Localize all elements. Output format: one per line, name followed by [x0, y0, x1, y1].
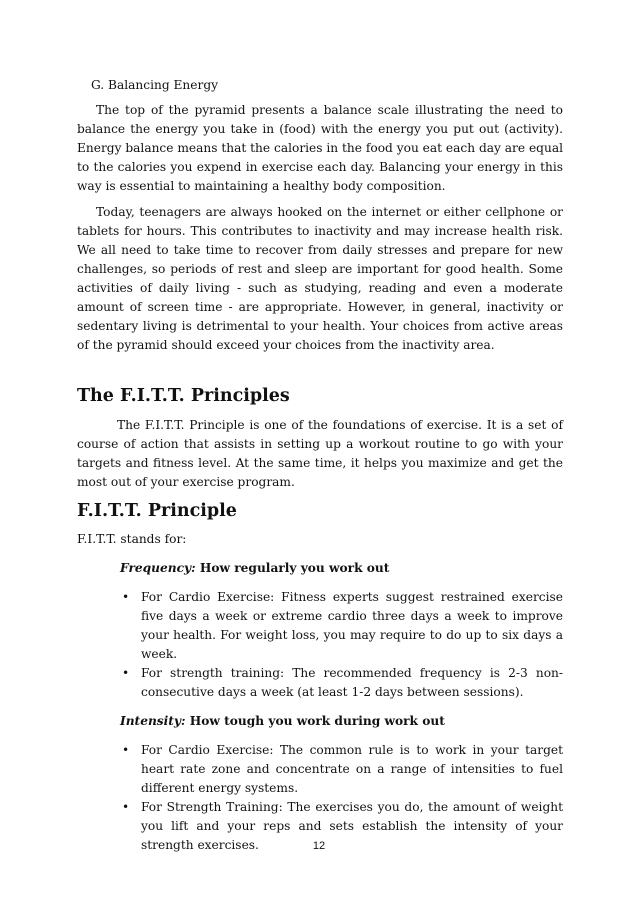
fitt-stands-for: F.I.T.T. stands for: — [77, 532, 187, 546]
intensity-term: Intensity: — [120, 714, 186, 728]
list-item-text: For Strength Training: The exercises you do, the amount of weight you lift and your reps and sets establish the intensity of your strength exercises. — [141, 800, 563, 852]
fitt-principles-heading: The F.I.T.T. Principles — [77, 386, 290, 406]
page-number: 12 — [312, 840, 326, 852]
section-g-heading: G. Balancing Energy — [91, 78, 219, 92]
list-item-text: For strength training: The recommended frequency is 2-3 non-consecutive days a week (at least 1-2 days between sessions). — [141, 666, 563, 699]
frequency-label — [120, 559, 563, 578]
fitt-principles-paragraph: The F.I.T.T. Principle is one of the foundations of exercise. It is a set of course of action that assists in setting up a workout routine to go with your targets and fitness level. At the same time, it helps you maximize and get the most out of your exercise program. — [77, 418, 563, 489]
list-item — [77, 664, 563, 702]
section-g-paragraph-1: The top of the pyramid presents a balance scale illustrating the need to balance the energy you take in (food) with the energy you put out (activity). Energy balance means that the calories in the food you eat each day are equal to the calories you expend in exercise each day. Balancing your energy in this way is essential to maintaining a healthy body composition. — [77, 103, 563, 193]
bullet-icon: • — [122, 800, 130, 814]
bullet-icon: • — [122, 590, 130, 604]
intensity-label — [120, 712, 563, 731]
bullet-icon: • — [122, 743, 130, 757]
frequency-term: Frequency: — [120, 561, 196, 575]
fitt-principle-heading: F.I.T.T. Principle — [77, 501, 237, 521]
list-item — [77, 588, 563, 664]
list-item — [77, 741, 563, 798]
list-item-text: For Cardio Exercise: Fitness experts suggest restrained exercise five days a week or extreme cardio three days a week to improve your health. For weight loss, you may require to do up to six days a week. — [141, 590, 563, 661]
frequency-desc: How regularly you work out — [199, 561, 390, 575]
bullet-icon: • — [122, 666, 130, 680]
section-g-paragraph-2: Today, teenagers are always hooked on the internet or either cellphone or tablets for hours. This contributes to inactivity and may increase health risk. We all need to take time to recover from daily stresses and prepare for new challenges, so periods of rest and sleep are important for good health. Some activities of daily living - such as studying, reading and even a moderate amount of screen time - are appropriate. However, in general, inactivity or sedentary living is detrimental to your health. Your choices from active areas of the pyramid should exceed your choices from the inactivity area. — [77, 205, 563, 352]
intensity-desc: How tough you work during work out — [189, 714, 445, 728]
page-content — [77, 76, 563, 865]
frequency-list — [77, 588, 563, 702]
list-item-text: For Cardio Exercise: The common rule is to work in your target heart rate zone and concentrate on a range of intensities to fuel different energy systems. — [141, 743, 563, 795]
